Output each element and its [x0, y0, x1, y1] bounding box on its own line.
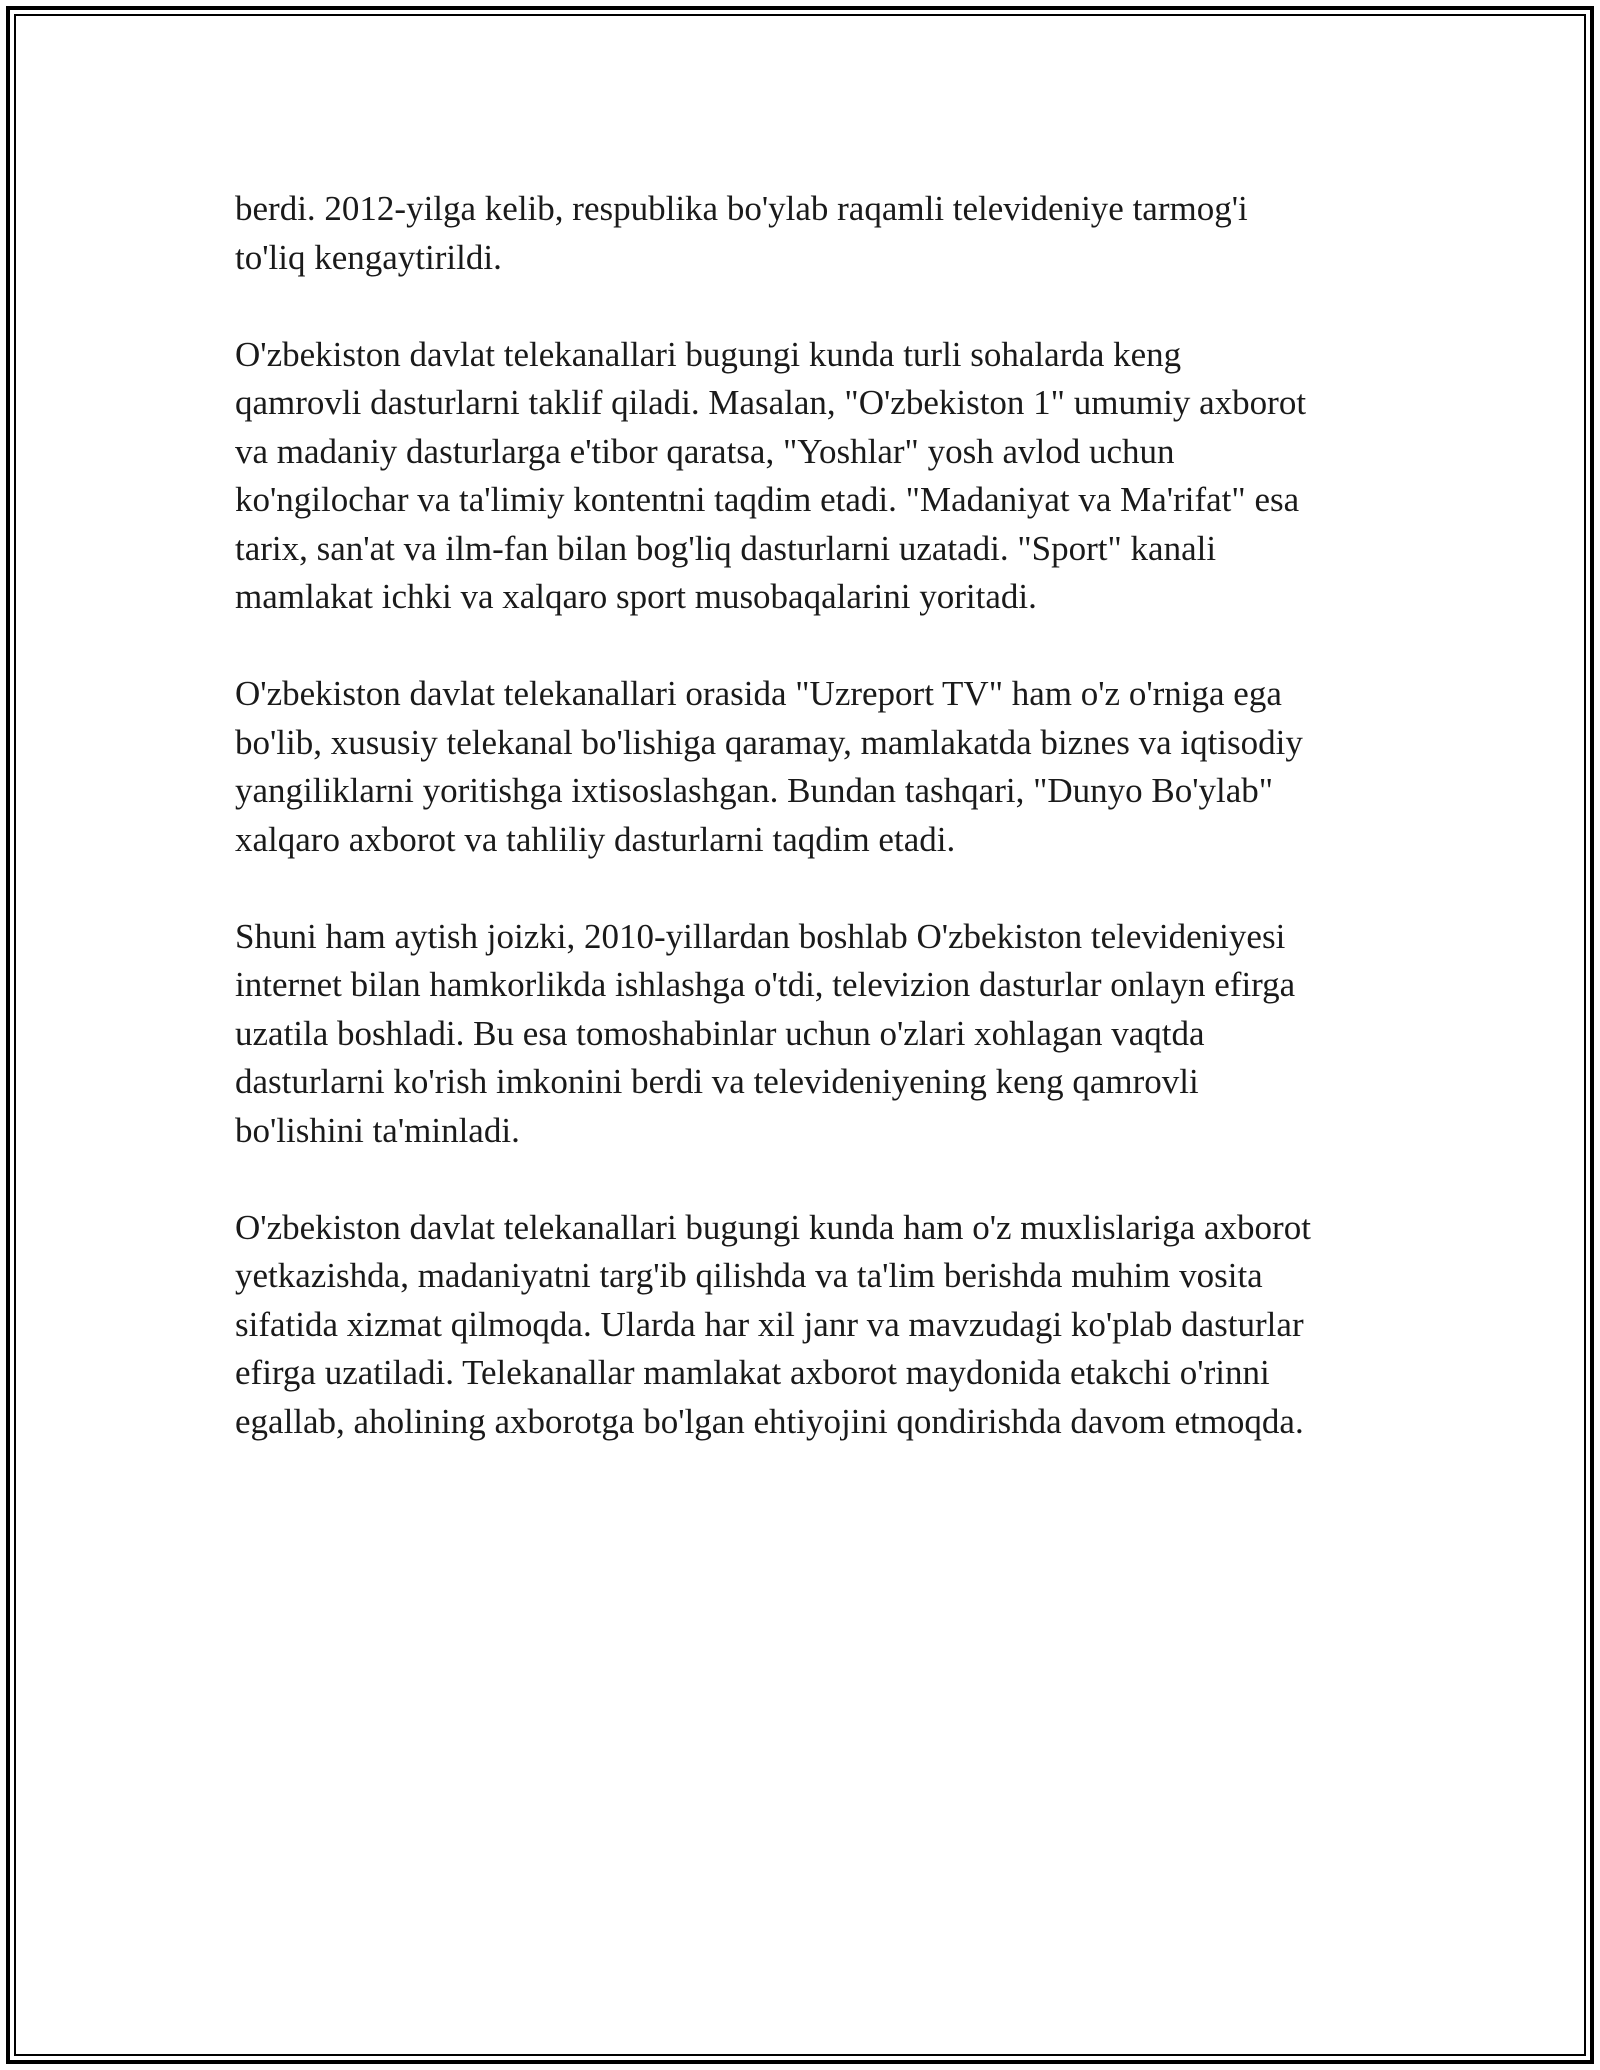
paragraph-1: berdi. 2012-yilga kelib, respublika bo'ylab raqamli televideniye tarmog'i to'liq kengaytirildi. [235, 189, 1248, 277]
paragraph-3: O'zbekiston davlat telekanallari orasida "Uzreport TV" ham o'z o'rniga ega bo'lib, xususiy telekanal bo'lishiga qaramay, mamlakatda biznes va iqtisodiy yangiliklarni yoritishga ixtisoslashgan. Bundan tashqari, "Dunyo Bo'ylab" xalqaro axborot va tahliliy dasturlarni taqdim etadi. [235, 674, 1303, 859]
document-body [235, 185, 1375, 1495]
paragraph-2: O'zbekiston davlat telekanallari bugungi kunda turli sohalarda keng qamrovli dasturlarni taklif qiladi. Masalan, "O'zbekiston 1" umumiy axborot va madaniy dasturlarga e'tibor qaratsa, "Yoshlar" yosh avlod uchun ko'ngilochar va ta'limiy kontentni taqdim etadi. "Madaniyat va Ma'rifat" esa tarix, san'at va ilm-fan bilan bog'liq dasturlarni uzatadi. "Sport" kanali mamlakat ichki va xalqaro sport musobaqalarini yoritadi. [235, 334, 1307, 616]
paragraph-5: O'zbekiston davlat telekanallari bugungi kunda ham o'z muxlislariga axborot yetkazishda, madaniyatni targ'ib qilishda va ta'lim berishda muhim vosita sifatida xizmat qilmoqda. Ularda har xil janr va mavzudagi ko'plab dasturlar efirga uzatiladi. Telekanallar mamlakat axborot maydonida etakchi o'rinni egallab, aholining axborotga bo'lgan ehtiyojini qondirishda davom etmoqda. [235, 1207, 1311, 1441]
paragraph-4: Shuni ham aytish joizki, 2010-yillardan boshlab O'zbekiston televideniyesi internet bilan hamkorlikda ishlashga o'tdi, televizion dasturlar onlayn efirga uzatila boshladi. Bu esa tomoshabinlar uchun o'zlari xohlagan vaqtda dasturlarni ko'rish imkonini berdi va televideniyening keng qamrovli bo'lishini ta'minladi. [235, 916, 1296, 1150]
